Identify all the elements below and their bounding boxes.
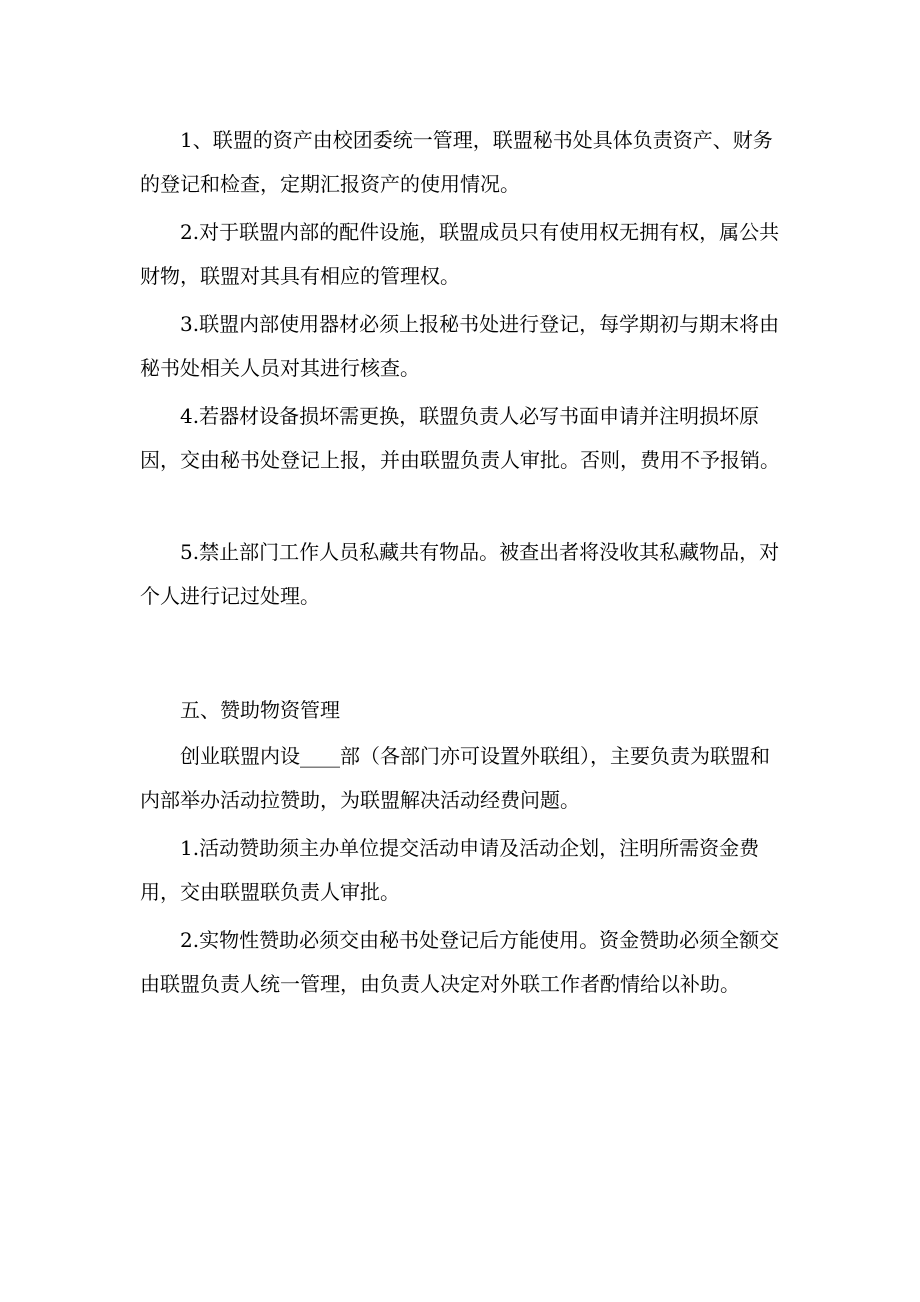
paragraph-assets-2: 2.对于联盟内部的配件设施，联盟成员只有使用权无拥有权，属公共财物，联盟对其具有相应的管理权。 [140, 220, 780, 288]
paragraph-assets-4: 4.若器材设备损坏需更换，联盟负责人必写书面申请并注明损坏原因，交由秘书处登记上报，并由联盟负责人审批。否则，费用不予报销。 [140, 404, 780, 472]
paragraph-sponsorship-1: 1.活动赞助须主办单位提交活动申请及活动企划，注明所需资金费用，交由联盟联负责人审批。 [140, 836, 760, 904]
paragraph-assets-5: 5.禁止部门工作人员私藏共有物品。被查出者将没收其私藏物品，对个人进行记过处理。 [140, 540, 780, 608]
paragraph-sponsorship-2: 2.实物性赞助必须交由秘书处登记后方能使用。资金赞助必须全额交由联盟负责人统一管理，由负责人决定对外联工作者酌情给以补助。 [140, 928, 780, 996]
section-heading-sponsorship: 五、赞助物资管理 [180, 698, 340, 722]
paragraph-sponsorship-intro: 创业联盟内设____部（各部门亦可设置外联组），主要负责为联盟和内部举办活动拉赞助，为联盟解决活动经费问题。 [140, 744, 770, 812]
paragraph-assets-1: 1、联盟的资产由校团委统一管理，联盟秘书处具体负责资产、财务的登记和检查，定期汇报资产的使用情况。 [140, 128, 773, 196]
paragraph-assets-3: 3.联盟内部使用器材必须上报秘书处进行登记，每学期初与期末将由秘书处相关人员对其进行核查。 [140, 312, 780, 380]
